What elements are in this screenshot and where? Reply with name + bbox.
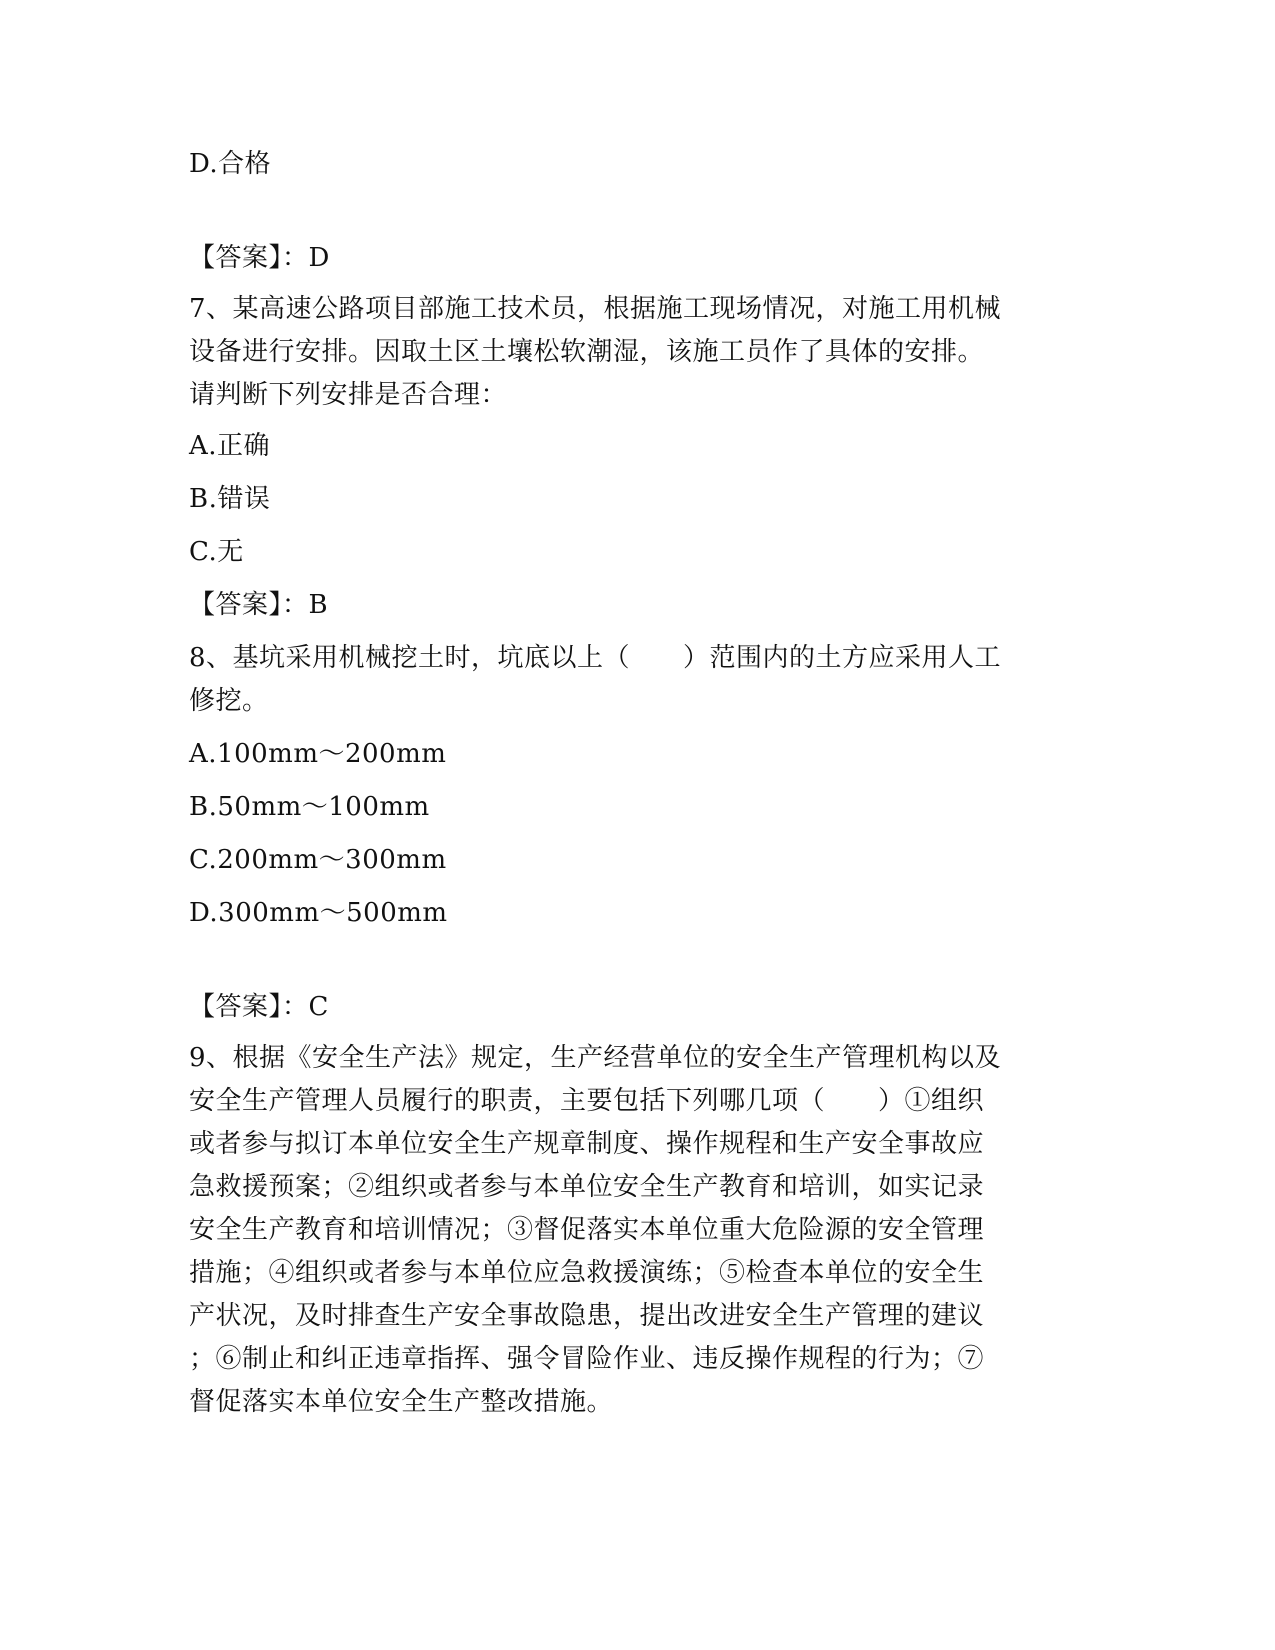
q9-stem-line-2: 安全生产管理人员履行的职责，主要包括下列哪几项（ ）①组织: [189, 1086, 985, 1116]
q9-stem-line-6: 措施；④组织或者参与本单位应急救援演练；⑤检查本单位的安全生: [189, 1258, 985, 1288]
q8-answer: 【答案】：C: [189, 992, 329, 1022]
q8-stem: [189, 637, 1001, 723]
q9-stem-line-7: 产状况，及时排查生产安全事故隐患，提出改进安全生产管理的建议: [189, 1301, 985, 1331]
q8-stem-line-1: 8、基坑采用机械挖土时，坑底以上（ ）范围内的土方应采用人工: [189, 643, 1002, 673]
q9-stem-line-3: 或者参与拟订本单位安全生产规章制度、操作规程和生产安全事故应: [189, 1129, 985, 1159]
q6-option-d: D.合格: [189, 149, 272, 179]
q7-stem-line-1: 7、某高速公路项目部施工技术员，根据施工现场情况，对施工用机械: [189, 294, 1002, 324]
q7-option-b: B.错误: [189, 484, 271, 514]
q7-stem: [189, 288, 1001, 417]
q6-answer: 【答案】：D: [189, 243, 330, 273]
q7-stem-line-2: 设备进行安排。因取土区土壤松软潮湿，该施工员作了具体的安排。: [189, 337, 985, 367]
q8-option-a: A.100mm～200mm: [189, 739, 447, 769]
q9-stem-line-1: 9、根据《安全生产法》规定，生产经营单位的安全生产管理机构以及: [189, 1043, 1002, 1073]
q7-option-c: C.无: [189, 537, 244, 567]
q7-option-a: A.正确: [189, 431, 271, 461]
q9-stem-line-4: 急救援预案；②组织或者参与本单位安全生产教育和培训，如实记录: [189, 1172, 985, 1202]
q8-option-b: B.50mm～100mm: [189, 792, 430, 822]
q9-stem-line-8: ；⑥制止和纠正违章指挥、强令冒险作业、违反操作规程的行为；⑦: [189, 1344, 985, 1374]
q8-option-c: C.200mm～300mm: [189, 845, 447, 875]
q9-stem-line-9: 督促落实本单位安全生产整改措施。: [189, 1387, 614, 1417]
q7-answer: 【答案】：B: [189, 590, 329, 620]
q8-option-d: D.300mm～500mm: [189, 898, 448, 928]
q8-stem-line-2: 修挖。: [189, 686, 269, 716]
q7-stem-line-3: 请判断下列安排是否合理：: [189, 380, 508, 410]
q9-stem-line-5: 安全生产教育和培训情况；③督促落实本单位重大危险源的安全管理: [189, 1215, 985, 1245]
q9-stem: [189, 1037, 1001, 1424]
